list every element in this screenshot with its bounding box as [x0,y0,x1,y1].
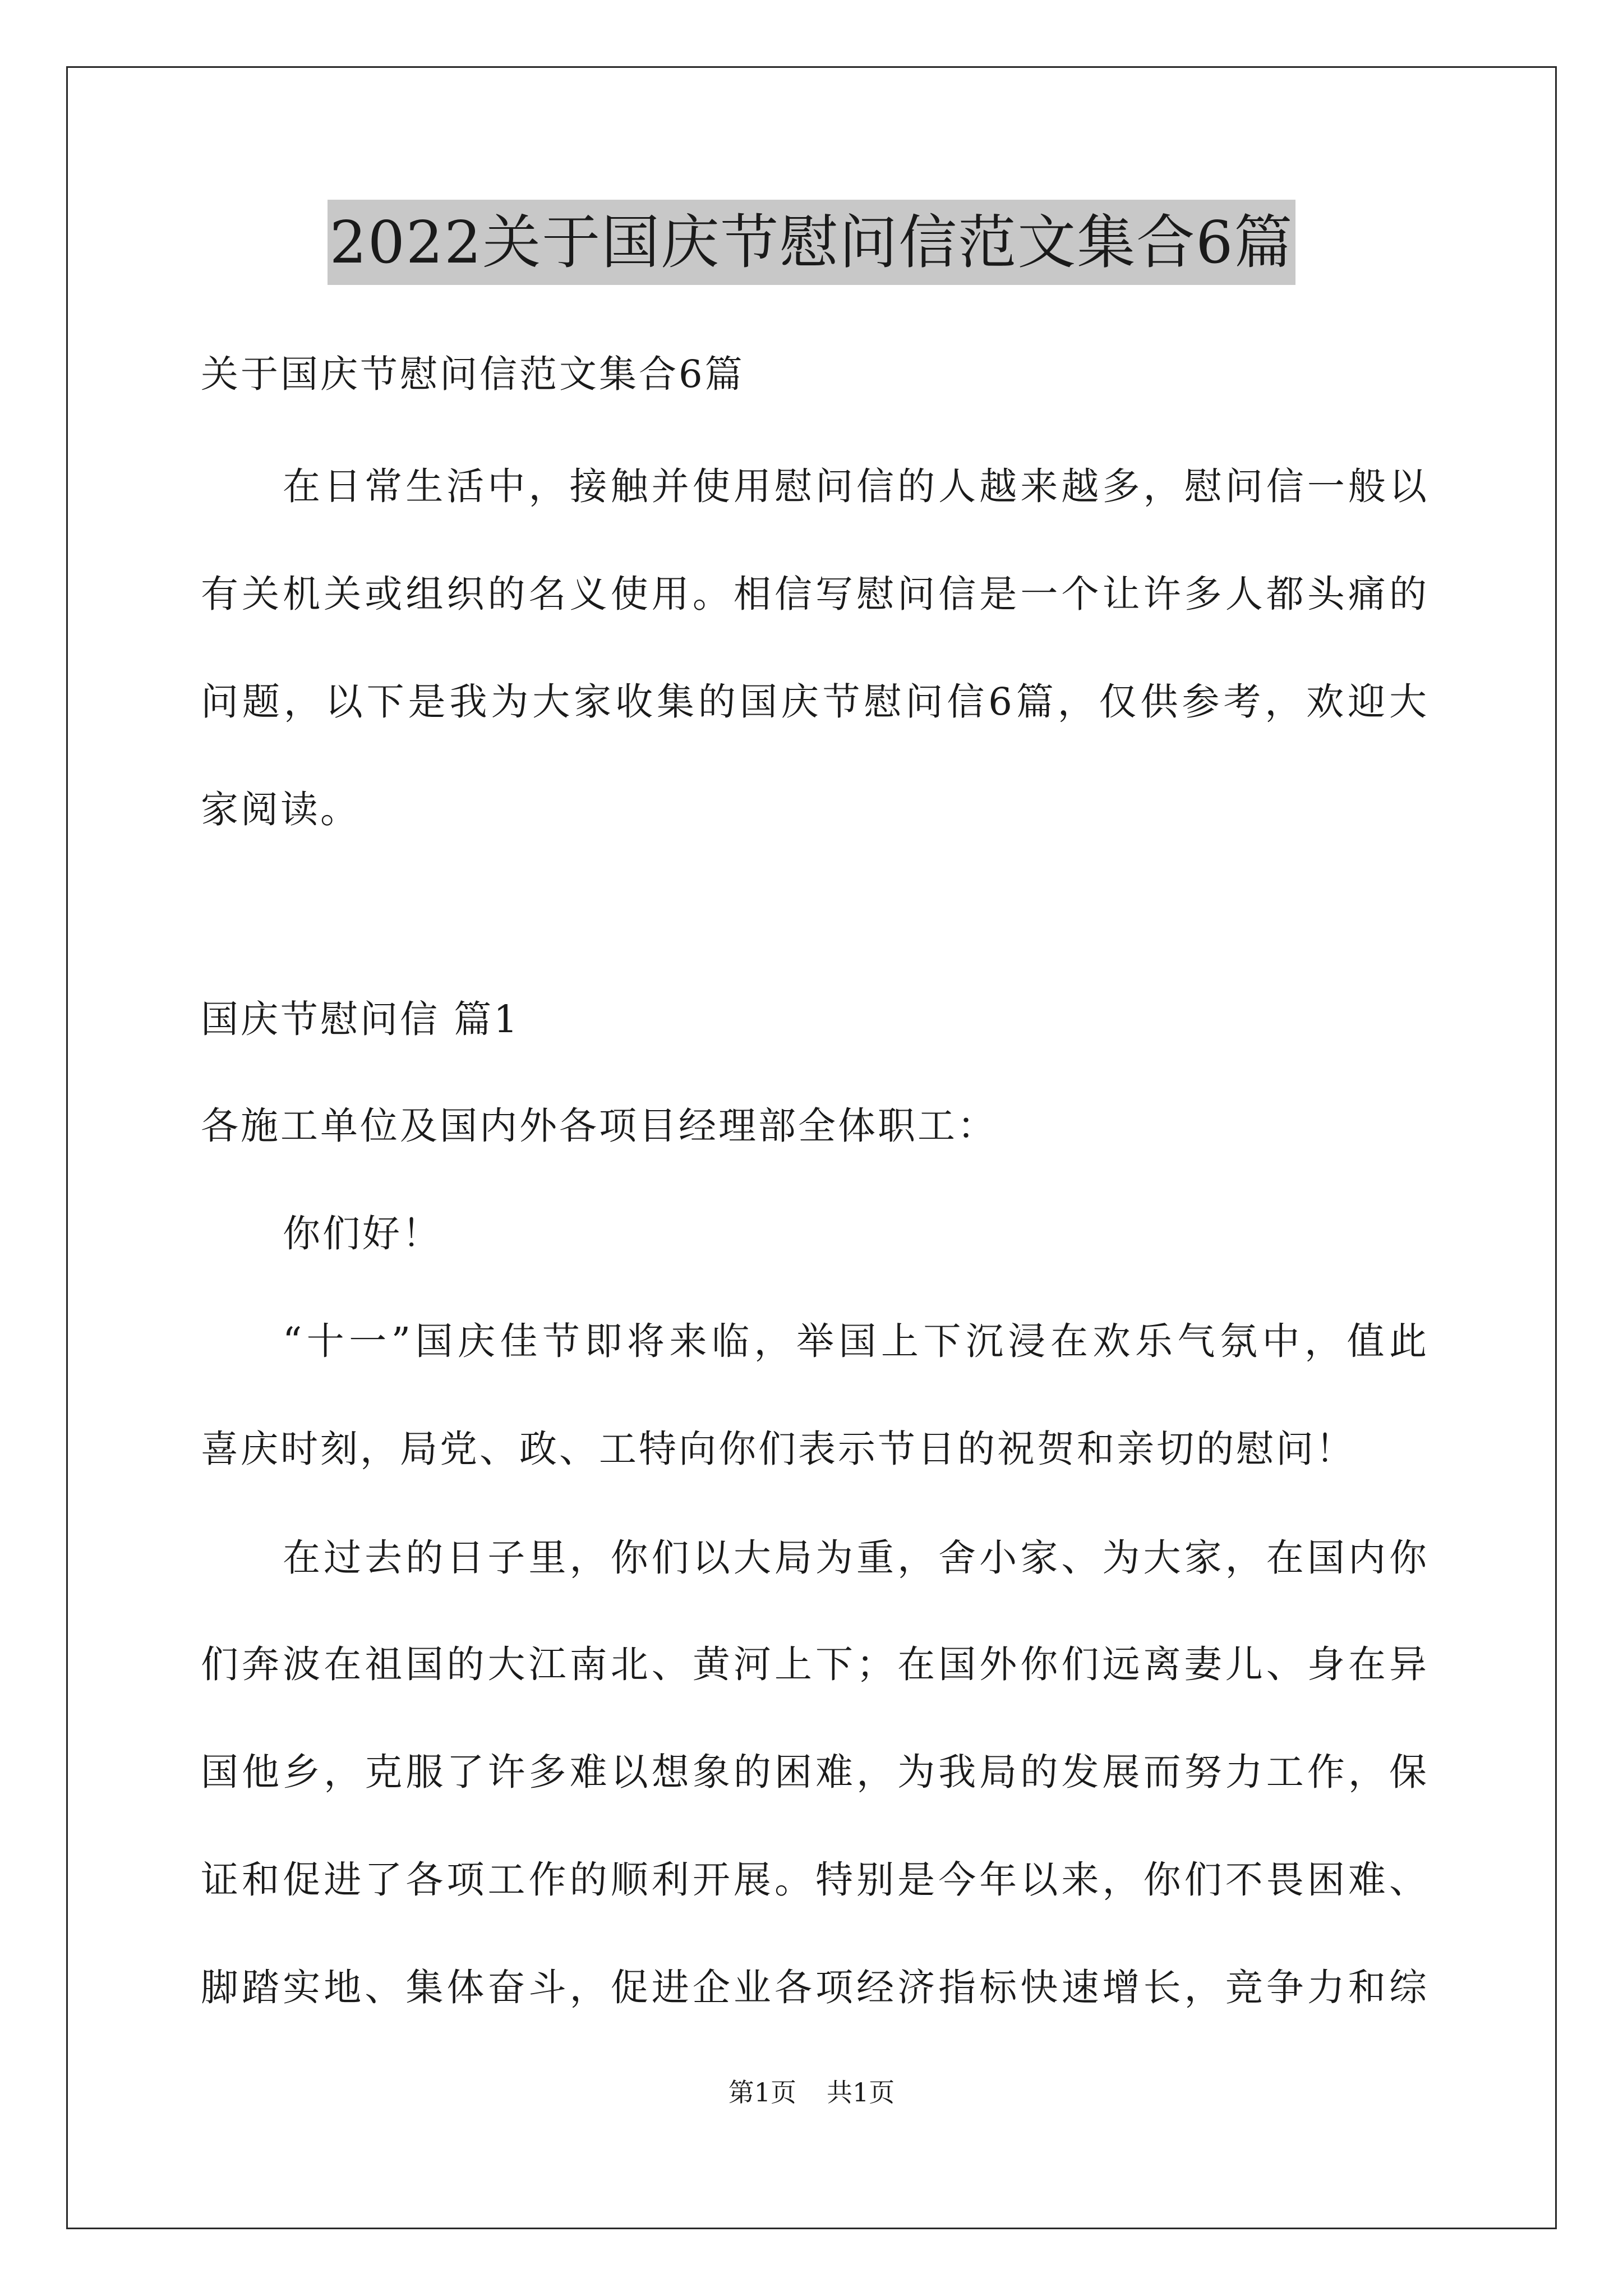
paragraph2-line-5: 脚踏实地、集体奋斗，促进企业各项经济指标快速增长，竞争力和综 [201,1966,1429,2009]
document-title: 2022关于国庆节慰问信范文集合6篇 [328,200,1296,285]
title-container [0,200,1623,285]
paragraph2-line-3: 国他乡，克服了许多难以想象的困难，为我局的发展而努力工作，保 [201,1750,1429,1794]
page-total: 共1页 [827,2077,895,2108]
paragraph2-line-2: 们奔波在祖国的大江南北、黄河上下；在国外你们远离妻儿、身在异 [201,1642,1429,1686]
section-heading: 国庆节慰问信 篇1 [201,997,520,1041]
greeting: 你们好！ [283,1212,442,1255]
intro-line-1: 在日常生活中，接触并使用慰问信的人越来越多，慰问信一般以 [283,464,1429,508]
salutation: 各施工单位及国内外各项目经理部全体职工： [201,1104,997,1148]
intro-line-3: 问题，以下是我为大家收集的国庆节慰问信6篇，仅供参考，欢迎大 [201,680,1429,724]
page-number: 第1页 [728,2077,796,2108]
document-subtitle: 关于国庆节慰问信范文集合6篇 [201,352,745,396]
paragraph1-line-1: “十一”国庆佳节即将来临，举国上下沉浸在欢乐气氛中，值此 [283,1319,1429,1363]
intro-line-2: 有关机关或组织的名义使用。相信写慰问信是一个让许多人都头痛的 [201,572,1429,616]
page-footer [0,2076,1623,2109]
paragraph2-line-4: 证和促进了各项工作的顺利开展。特别是今年以来，你们不畏困难、 [201,1858,1429,1902]
paragraph1-line-2: 喜庆时刻，局党、政、工特向你们表示节日的祝贺和亲切的慰问！ [201,1427,1355,1471]
intro-line-4: 家阅读。 [201,788,360,831]
paragraph2-line-1: 在过去的日子里，你们以大局为重，舍小家、为大家，在国内你 [283,1536,1429,1580]
